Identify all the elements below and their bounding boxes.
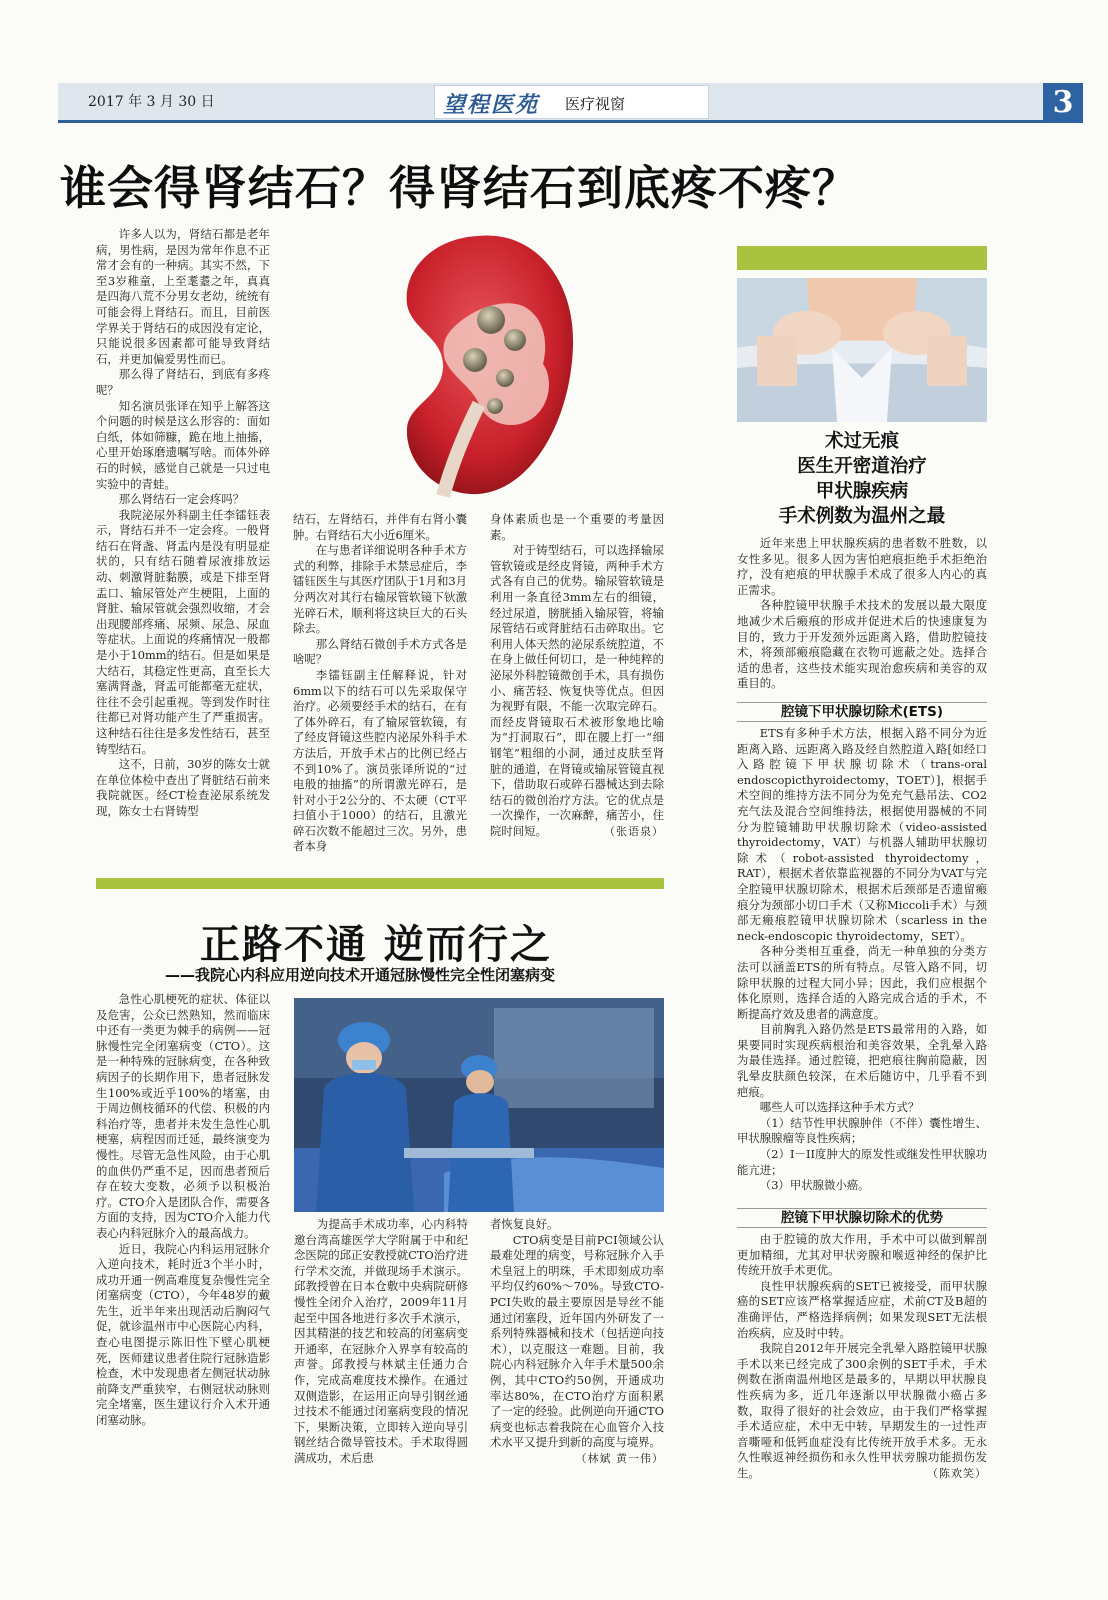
paragraph: 对于铸型结石，可以选择输尿管软镜或是经皮肾镜，两种手术方式各有自己的优势。输尿管软镜是利用一条直径3mm左右的细镜，经过尿道，膀胱插入输尿管，将输尿管结石或肾脏结石击碎取出。它利用人体天然的泌尿系统腔道，不在身上做任何切口，是一种纯粹的泌尿外科腔镜微创手术，具有损伤小、痛苦轻、恢复快等优点。但因为视野有限，不能一次取完碎石。而经皮肾镜取石术被形象地比喻为“打洞取石”，即在腰上打一“细钢笔”粗细的小洞，通过皮肤至肾脏的通道，在肾镜或输尿管镜直视下，借助取石或碎石器械达到去除结石的微创治疗方法。它的优点是一次操作，一次麻醉，痛苦小，住院时间短。 （张语泉） <box>490 543 664 838</box>
headline-thyroid <box>737 429 987 529</box>
article2-column-2 <box>294 1217 468 1492</box>
paragraph: ETS有多种手术方法，根据入路不同分为近距离入路、远距离入路及经自然腔道入路[如经口入路腔镜下甲状腺切除术（trans-oral endoscopicthyroidectomy，TOET）]，根据手术空间的维持方法不同分为免充气悬吊法、CO2充气法及混合空间维持法，根据使用器械的不同分为腔镜辅助甲状腺切除术（video-assisted thyroidectomy，VAT）与机器人辅助甲状腺切除术（robot-assisted thyroidectomy，RAT），根据术者依靠监视器的不同分为VAT与完全腔镜甲状腺切除术，根据术后颈部是否遗留瘢痕分为颈部小切口手术（又称Miccoli手术）与颈部无瘢痕腔镜甲状腺切除术（scarless in the neck-endoscopic thyroidectomy，SET）。 <box>737 726 987 943</box>
paragraph: 为提高手术成功率，心内科特邀台湾高雄医学大学附属于中和纪念医院的邱正安教授就CTO治疗进行学术交流，并做现场手术演示。邱教授曾在日本仓敷中央病院研修慢性全闭介入治疗，2009年11月起至中国各地进行多次手术演示，因其精湛的技艺和较高的闭塞病变开通率，在冠脉介入界享有较高的声誉。邱教授与林斌主任通力合作，完成高难度技术操作。在通过双侧造影，在运用正向导引钢丝通过技术不能通过闭塞病变段的情况下，果断决策，立即转入逆向导引钢丝结合微导管技术。手术取得圆满成功，术后患 <box>294 1217 468 1465</box>
subhead-ets: 腔镜下甲状腺切除术(ETS) <box>737 702 987 722</box>
paragraph: 结石，左肾结石，并伴有右肾小囊肿。右肾结石大小近6厘米。 <box>293 512 467 542</box>
paragraph: 我院自2012年开展完全乳晕入路腔镜甲状腺手术以来已经完成了300余例的SET手术，手术例数在浙南温州地区是最多的，早期以甲状腺良性疾病为多，近几年逐渐以甲状腺微小癌占多数，取得了很好的社会效应，由于我们严格掌握手术适应症，术中无中转，早期发生的一过性声音嘶哑和低钙血症没有比传统开放手术多。无永久性喉返神经损伤和永久性甲状旁腺功能损伤发生。 （陈欢笑） <box>737 1341 987 1480</box>
paragraph: 各种分类相互重叠，尚无一种单独的分类方法可以涵盖ETS的所有特点。尽管入路不同，切除甲状腺的过程大同小异；因此，我们应根据个体化原则，选择合适的入路完成合适的手术，不断提高疗效及患者的满意度。 <box>737 944 987 1021</box>
paragraph: 那么肾结石一定会疼吗？ <box>118 492 245 507</box>
section-name: 医疗视窗 <box>565 95 626 113</box>
brand-logo: 望程医苑 <box>443 92 540 118</box>
paragraph: 这不，日前，30岁的陈女士就在单位体检中查出了肾脏结石前来我院就医。经CT检查泌尿系统发现，陈女士右肾铸型 <box>96 757 270 818</box>
masthead-box <box>434 85 709 119</box>
issue-date: 2017 年 3 月 30 日 <box>88 94 215 110</box>
list-item: （3）甲状腺微小癌。 <box>759 1178 870 1193</box>
paragraph: 我院泌尿外科副主任李镭钰表示，肾结石并不一定会疼。一般肾结石在肾盏、肾盂内是没有明显症状的，只有结石随着尿液排放运动、刺激肾脏黏膜，或是下排至肾盂口、输尿管处产生梗阻，上面的肾脏、输尿管就会强烈收缩，才会出现腰部疼痛、尿频、尿急、尿血等症状。上面说的疼痛情况一般都是小于10mm的结石。但是如果是大结石，其稳定性更高，直至长大塞满肾盏，肾盂可能都毫无症状，往往不会引起重视。等到发作时往往都已对肾功能产生了严重损害。这种结石往往是多发性结石，甚至铸型结石。 <box>96 507 270 756</box>
subheadline-cto: ——我院心内科应用逆向技术开通冠脉慢性完全性闭塞病变 <box>165 966 556 984</box>
paragraph: 身体素质也是一个重要的考量因素。 <box>490 512 664 542</box>
article2-column-1 <box>96 992 270 1492</box>
article2-column-3 <box>490 1217 664 1492</box>
headline-kidney-stones: 谁会得肾结石？得肾结石到底疼不疼？ <box>60 161 859 215</box>
paragraph: 李镭钰副主任解释说，针对6mm以下的结石可以先采取保守治疗。必须要经手术的结石，在有了体外碎石，有了输尿管软镜，有了经皮肾镜这些腔内泌尿外科手术方法后，开放手术占的比例已经占不到10%了。演员张译所说的“过电般的抽搐”的所谓激光碎石，是针对小于2公分的、不太硬（CT平扫值小于1000）的结石，且激光碎石次数不能超过三次。另外，患者本身 <box>293 667 467 854</box>
paragraph: 者恢复良好。 <box>490 1217 559 1231</box>
paragraph: 在与患者详细说明各种手术方式的利弊，排除手术禁忌症后，李镭钰医生与其医疗团队于1月和3月分两次对其行右输尿管软镜下钬激光碎石术，顺利将这块巨大的石头除去。 <box>293 543 467 636</box>
paragraph: 近日，我院心内科运用冠脉介入逆向技术，耗时近3个半小时，成功开通一例高难度复杂慢性完全闭塞病变（CTO），今年48岁的戴先生，近半年来出现活动后胸闷气促，就诊温州市中心医院心内科，查心电图提示陈旧性下壁心肌梗死，医师建议患者住院行冠脉造影检查，术中发现患者左侧冠状动脉前降支严重狭窄，右侧冠状动脉则完全堵塞，医生建议行介入术开通闭塞动脉。 <box>96 1241 270 1428</box>
paragraph: 各种腔镜甲状腺手术技术的发展以最大限度地减少术后瘢痕的形成并促进术后的快速康复为目的，致力于开发颈外远距离入路，借助腔镜技术，将颈部瘢痕隐藏在衣物可遮蔽之处。选择合适的患者，这些技术能实现治愈疾病和美容的双重目的。 <box>737 598 987 691</box>
surgery-photo <box>294 998 664 1212</box>
list-item: （1）结节性甲状腺肿伴（不伴）囊性增生、甲状腺腺瘤等良性疾病； <box>737 1115 987 1146</box>
paragraph: 许多人以为，肾结石都是老年病，男性病，是因为常年作息不正常才会有的一种病。其实不然，下至3岁稚童，上至耄耋之年，真真是四海八荒不分男女老幼，统统有可能会得上肾结石。而且，目前医学界关于肾结石的成因没有定论，只能说很多因素都可能导致肾结石，并更加偏爱男性而已。 <box>96 227 270 366</box>
article1-column-2 <box>293 512 467 872</box>
headline-line: 医生开密道治疗 <box>797 456 927 477</box>
paragraph: 那么得了肾结石，到底有多疼呢？ <box>96 367 270 397</box>
headline-line: 术过无痕 <box>824 431 899 452</box>
author-signature: （张语泉） <box>604 824 664 838</box>
paragraph: 那么肾结石微创手术方式各是啥呢？ <box>293 636 467 667</box>
thyroid-neck-photo <box>737 278 987 422</box>
article3-intro <box>737 536 987 698</box>
article3-section-2 <box>737 1232 987 1494</box>
paragraph: 由于腔镜的放大作用，手术中可以做到解剖更加精细，尤其对甲状旁腺和喉返神经的保护比传统开放手术更优。 <box>737 1232 987 1278</box>
article1-column-3 <box>490 512 664 872</box>
page-header <box>58 83 1074 123</box>
article3-top-bar <box>737 246 987 270</box>
author-signature: （林斌 黄一伟） <box>575 1451 664 1465</box>
page-number: 3 <box>1043 83 1083 123</box>
paragraph: 急性心肌梗死的症状、体征以及危害，公众已然熟知，然而临床中还有一类更为棘手的病例——冠脉慢性完全闭塞病变（CTO）。这是一种特殊的冠脉病变，在各种致病因子的长期作用下，患者冠脉发生100%或近乎100%的堵塞，由于周边侧枝循环的代偿、积极的内科治疗等，患者并未发生急性心肌梗塞，病程因而迁延，最终演变为慢性。尽管无急性风险，由于心肌的血供仍严重不足，因而患者预后存在较大变数，必须予以积极治疗。CTO介入是团队合作，需要各方面的支持，因为CTO介入能力代表心内科冠脉介入的最高战力。 <box>96 992 270 1240</box>
headline-line: 手术例数为温州之最 <box>778 506 946 527</box>
paragraph: CTO病变是目前PCI领域公认最难处理的病变，号称冠脉介入手术皇冠上的明珠，手术即刻成功率平均仅约60%～70%。导致CTO-PCI失败的最主要原因是导丝不能通过闭塞段，近年国内外研发了一系列特殊器械和技术（包括逆向技术），以克服这一难题。目前，我院心内科冠脉介入年手术量500余例，其中CTO约50例，开通成功率达80%，在CTO治疗方面积累了一定的经验。此例逆向开通CTO病变也标志着我院在心血管介入技术水平又提升到新的高度与境界。 （林斌 黄一伟） <box>490 1232 664 1465</box>
section-divider <box>96 878 664 889</box>
paragraph: 哪些人可以选择这种手术方式？ <box>759 1100 920 1115</box>
author-signature: （陈欢笑） <box>927 1466 987 1480</box>
article1-column-1 <box>96 227 270 880</box>
paragraph: 目前胸乳入路仍然是ETS最常用的入路，如果要同时实现疾病根治和美容效果，全乳晕入路为最佳选择。通过腔镜，把疤痕往胸前隐蔽，因乳晕皮肤颜色较深，在术后随访中，几乎看不到疤痕。 <box>737 1022 987 1099</box>
paragraph: 良性甲状腺疾病的SET已被接受，而甲状腺癌的SET应该严格掌握适应症，术前CT及B超的准确评估，严格选择病例；如果发现SET无法根治疾病，应及时中转。 <box>737 1278 987 1340</box>
article3-section-1 <box>737 726 987 1202</box>
kidney-illustration <box>383 228 583 508</box>
paragraph: 近年来患上甲状腺疾病的患者数不胜数，以女性多见。很多人因为害怕疤痕拒绝手术拒绝治疗，没有疤痕的甲状腺手术成了很多人内心的真正需求。 <box>737 536 987 597</box>
paragraph: 知名演员张译在知乎上解答这个问题的时候是这么形容的：面如白纸，体如筛糠，跪在地上抽搐，心里开始琢磨遗嘱写啥。而体外碎石的时候，感觉自己就是一只过电实验中的青蛙。 <box>96 398 270 491</box>
headline-line: 甲状腺疾病 <box>815 481 909 502</box>
headline-cto: 正路不通 逆而行之 <box>200 922 552 968</box>
subhead-advantages: 腔镜下甲状腺切除术的优势 <box>737 1208 987 1228</box>
list-item: （2）I－II度肿大的原发性或继发性甲状腺功能亢进； <box>737 1147 987 1177</box>
